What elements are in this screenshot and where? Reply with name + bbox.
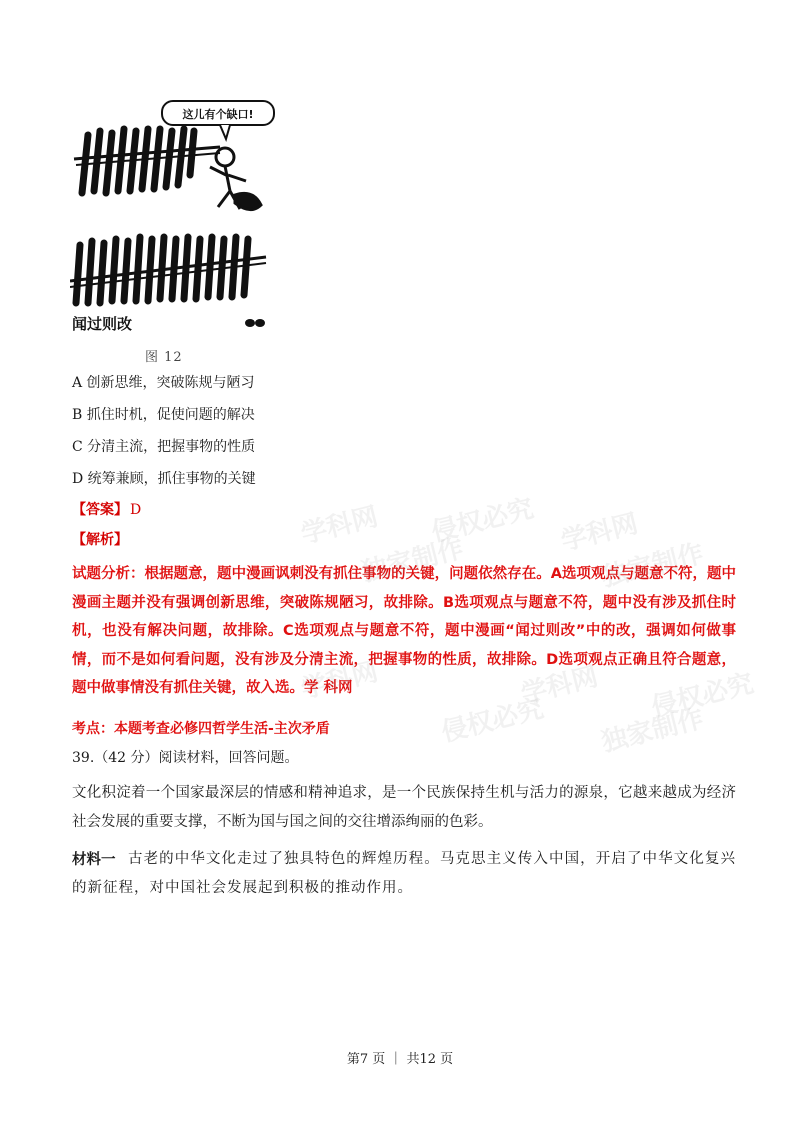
watermark: 学科网 [518, 661, 602, 710]
speech-bubble [162, 101, 274, 139]
figure-caption: 图 12 [145, 350, 183, 365]
watermark: 学科网 [298, 501, 382, 550]
material-label: 材料一 [72, 852, 116, 868]
analysis-tag: 【解析】 [72, 532, 128, 548]
watermark: 侵权必究 [648, 668, 757, 724]
cartoon-signature [245, 319, 265, 327]
page-footer: 第7 页 ｜ 共12 页 [346, 1052, 454, 1067]
cartoon-title: 闻过则改 [72, 315, 133, 333]
question-intro: 文化积淀着一个国家最深层的情感和精神追求，是一个民族保持生机与活力的源泉，它越来越成为经济社会发展的重要支撑，不断为国与国之间的交往增添绚丽的色彩。 [72, 785, 736, 830]
man-figure [210, 148, 261, 210]
watermark: 独家制作 [358, 533, 467, 589]
watermark: 学科网 [298, 656, 382, 705]
answer-tag: 【答案】 [72, 502, 128, 518]
watermark: 侵权必究 [438, 693, 547, 749]
kaodian-text: 考点：本题考查必修四哲学生活-主次矛盾 [72, 721, 330, 737]
material-text: 古老的中华文化走过了独具特色的辉煌历程。马克思主义传入中国，开启了中华文化复兴的新征程，对中国社会发展起到积极的推动作用。 [72, 851, 736, 896]
speech-bubble-text: 这儿有个缺口! [182, 108, 254, 121]
cartoon-figure [70, 95, 282, 340]
watermark: 学科网 [558, 508, 642, 557]
question-header: 39.（42 分）阅读材料，回答问题。 [72, 750, 299, 766]
option-a: A 创新思维，突破陈规与陋习 [72, 375, 255, 391]
watermark: 独家制作 [598, 703, 707, 759]
answer-value: D [130, 502, 142, 518]
watermark: 独家制作 [598, 538, 707, 594]
analysis-text: 试题分析：根据题意，题中漫画讽刺没有抓住事物的关键，问题依然存在。A选项观点与题意不符，题中漫画主题并没有强调创新思维，突破陈规陋习，故排除。B选项观点与题意不符，题中没有涉及抓住时机，也没有解决问题，故排除。C选项观点与题意不符，题中漫画“闻过则改”中的改，强调如何做事情，而不是如何看问题，没有涉及分清主流，把握事物的性质，故排除。D选项观点正确且符合题意，题中做事情没有抓住关键，故入选。学 科网 [72, 566, 736, 696]
fence-top [82, 129, 194, 193]
option-d: D 统筹兼顾，抓住事物的关键 [72, 471, 256, 487]
answer-row [72, 500, 141, 520]
option-b: B 抓住时机，促使问题的解决 [72, 407, 255, 423]
option-c: C 分清主流，把握事物的性质 [72, 439, 256, 455]
watermark: 侵权必究 [428, 493, 537, 549]
